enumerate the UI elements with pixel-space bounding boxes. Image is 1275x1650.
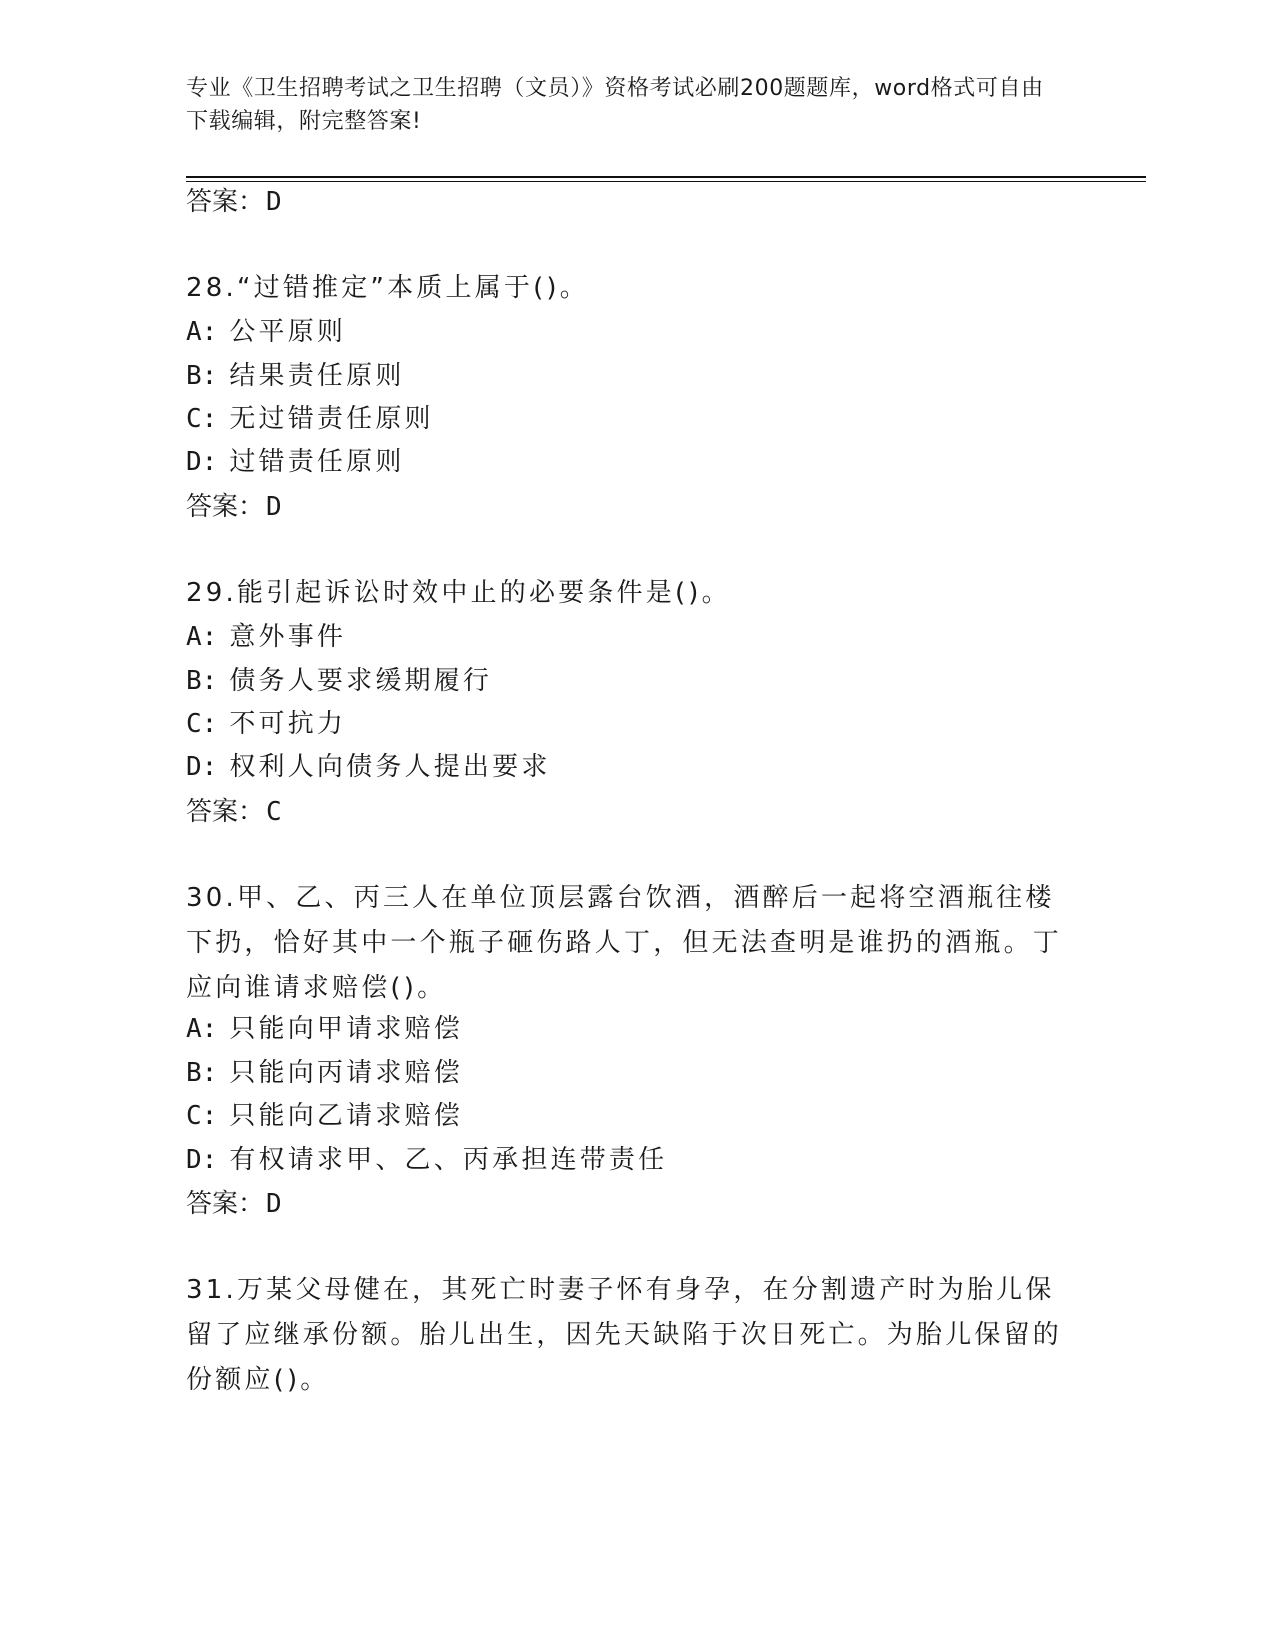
question-30-option-a: [186, 1011, 463, 1047]
option-separator: :: [201, 447, 218, 477]
answer-label: 答案：: [186, 492, 265, 522]
option-key: A: [186, 622, 202, 652]
question-29-option-b: [186, 663, 492, 699]
option-separator: :: [201, 1014, 218, 1044]
option-key: D: [186, 752, 202, 782]
option-separator: :: [201, 1101, 218, 1131]
document-header: 专业《卫生招聘考试之卫生招聘（文员）》资格考试必刷200题题库，word格式可自由下载编辑，附完整答案!: [186, 76, 1044, 134]
option-text: 意外事件: [229, 622, 347, 652]
option-text: 无过错责任原则: [229, 404, 434, 434]
option-separator: :: [201, 622, 218, 652]
option-separator: :: [201, 1058, 218, 1088]
answer-label: 答案：: [186, 187, 265, 217]
option-key: C: [186, 709, 202, 739]
answer-line-29: [186, 794, 282, 830]
option-key: A: [186, 1014, 202, 1044]
answer-line-27: [186, 184, 282, 220]
question-31-stem: 31.万某父母健在，其死亡时妻子怀有身孕，在分割遗产时为胎儿保留了应继承份额。胎儿出生，因先天缺陷于次日死亡。为胎儿保留的份额应()。: [186, 1275, 1063, 1395]
option-text: 权利人向债务人提出要求: [229, 752, 551, 782]
answer-label: 答案：: [186, 797, 265, 827]
option-key: B: [186, 1058, 202, 1088]
option-text: 只能向乙请求赔偿: [229, 1101, 463, 1131]
answer-value: C: [266, 797, 282, 827]
option-text: 只能向丙请求赔偿: [229, 1058, 463, 1088]
option-key: D: [186, 1145, 202, 1175]
answer-line-30: [186, 1186, 282, 1222]
question-30-option-d: [186, 1142, 667, 1178]
option-separator: :: [201, 709, 218, 739]
answer-value: D: [266, 187, 282, 217]
question-28-option-a: [186, 314, 346, 350]
question-28-option-b: [186, 358, 405, 394]
question-29-option-c: [186, 706, 346, 742]
option-key: B: [186, 361, 202, 391]
question-30-stem: 30.甲、乙、丙三人在单位顶层露台饮酒，酒醉后一起将空酒瓶往楼下扔，恰好其中一个瓶子砸伤路人丁，但无法查明是谁扔的酒瓶。丁应向谁请求赔偿()。: [186, 883, 1063, 1003]
option-separator: :: [201, 317, 218, 347]
option-key: C: [186, 404, 202, 434]
option-text: 债务人要求缓期履行: [229, 666, 493, 696]
question-30-option-c: [186, 1098, 463, 1134]
answer-line-28: [186, 489, 282, 525]
option-text: 公平原则: [229, 317, 347, 347]
option-separator: :: [201, 361, 218, 391]
answer-value: D: [266, 492, 282, 522]
question-28-option-c: [186, 401, 434, 437]
option-key: C: [186, 1101, 202, 1131]
option-separator: :: [201, 1145, 218, 1175]
answer-value: D: [266, 1189, 282, 1219]
option-key: A: [186, 317, 202, 347]
option-separator: :: [201, 666, 218, 696]
option-key: B: [186, 666, 202, 696]
header-divider-thin: [186, 181, 1146, 182]
option-separator: :: [201, 752, 218, 782]
option-separator: :: [201, 404, 218, 434]
answer-label: 答案：: [186, 1189, 265, 1219]
question-29-option-a: [186, 619, 346, 655]
question-28-option-d: [186, 444, 405, 480]
option-text: 有权请求甲、乙、丙承担连带责任: [229, 1145, 668, 1175]
option-text: 结果责任原则: [229, 361, 405, 391]
question-29-stem: 29.能引起诉讼时效中止的必要条件是()。: [186, 578, 731, 608]
question-28-stem: 28.“过错推定”本质上属于()。: [186, 273, 589, 303]
question-30-option-b: [186, 1055, 463, 1091]
question-29-option-d: [186, 749, 551, 785]
option-text: 不可抗力: [229, 709, 347, 739]
header-divider: [186, 176, 1146, 178]
option-text: 只能向甲请求赔偿: [229, 1014, 463, 1044]
option-key: D: [186, 447, 202, 477]
option-text: 过错责任原则: [229, 447, 405, 477]
